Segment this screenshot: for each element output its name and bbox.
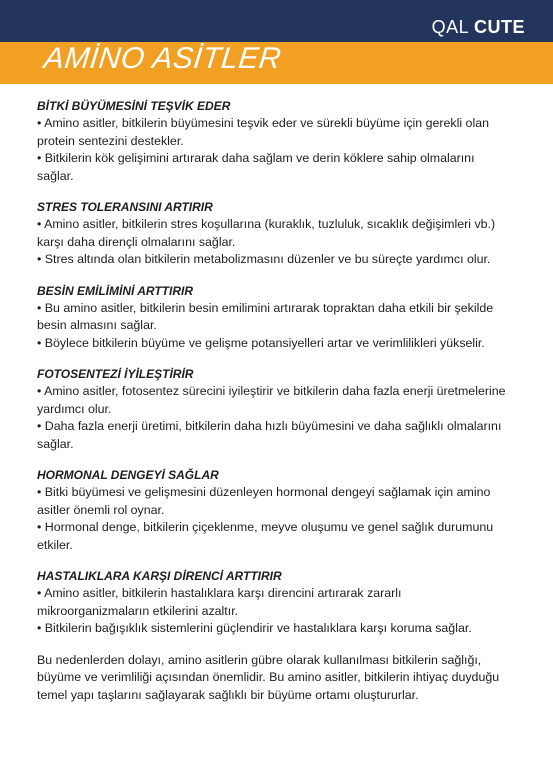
bullet-item: • Bu amino asitler, bitkilerin besin emilimini artırarak topraktan daha etkili bir şekilde besin almasını sağlar. [37, 300, 494, 332]
section-growth [37, 98, 507, 185]
bullet-item: • Bitkilerin bağışıklık sistemlerini güçlendirir ve hastalıklara karşı koruma sağlar. [37, 621, 472, 635]
bullet-item: • Hormonal denge, bitkilerin çiçeklenme, meyve oluşumu ve genel sağlık durumunu etkiler. [37, 520, 494, 552]
section-heading: BİTKİ BÜYÜMESİNİ TEŞVİK EDER [37, 99, 231, 113]
closing-paragraph: Bu nedenlerden dolayı, amino asitlerin gübre olarak kullanılması bitkilerin sağlığı, büyüme ve verimliliği açısından önemlidir. Bu amino asitler, bitkilerin ihtiyaç duyduğu temel yapı taşlarını sağlayarak sağlıklı bir büyüme ortamı oluştururlar. [37, 652, 500, 702]
section-disease [37, 568, 507, 638]
section-heading: STRES TOLERANSINI ARTIRIR [37, 200, 213, 214]
bullet-item: • Daha fazla enerji üretimi, bitkilerin daha hızlı büyümesini ve daha sağlıklı olmalarını sağlar. [37, 419, 502, 451]
section-nutrient [37, 283, 507, 353]
page-title: AMİNO ASİTLER [42, 42, 283, 75]
bullet-item: • Amino asitler, bitkilerin büyümesini teşvik eder ve sürekli büyüme için gerekli olan protein sentezini destekler. [37, 116, 489, 148]
top-header-bar [0, 0, 553, 42]
section-heading: BESİN EMİLİMİNİ ARTTIRIR [37, 283, 193, 298]
bullet-item: • Bitkilerin kök gelişimini artırarak daha sağlam ve derin köklere sahip olmalarını sağlar. [37, 151, 475, 183]
section-heading: FOTOSENTEZİ İYİLEŞTİRİR [37, 367, 194, 381]
section-stress [37, 199, 507, 269]
bullet-item: • Amino asitler, fotosentez sürecini iyileştirir ve bitkilerin daha fazla enerji üretmelerine yardımcı olur. [37, 384, 506, 416]
section-heading: HORMONAL DENGEYİ SAĞLAR [37, 468, 219, 482]
logo-text-light: QAL [431, 17, 469, 37]
brand-logo [432, 16, 525, 38]
section-hormonal [37, 467, 507, 554]
bullet-item: • Amino asitler, bitkilerin stres koşullarına (kuraklık, tuzluluk, sıcaklık değişimleri vb.) karşı daha dirençli olmalarını sağlar. [37, 217, 496, 249]
logo-text-bold: CUTE [474, 17, 525, 37]
bullet-item: • Amino asitler, bitkilerin hastalıklara karşı direncini artırarak zararlı mikroorganizmaların etkilerini azaltır. [37, 586, 402, 618]
main-content [37, 98, 507, 716]
bullet-item: • Böylece bitkilerin büyüme ve gelişme potansiyelleri artar ve verimlilikleri yükselir. [37, 335, 485, 350]
bullet-item: • Bitki büyümesi ve gelişmesini düzenleyen hormonal dengeyi sağlamak için amino asitler önemli rol oynar. [37, 485, 491, 517]
bullet-item: • Stres altında olan bitkilerin metabolizmasını düzenler ve bu süreçte yardımcı olur. [37, 252, 491, 266]
section-photosynthesis [37, 366, 507, 453]
section-heading: HASTALIKLARA KARŞI DİRENCİ ARTTIRIR [37, 569, 282, 583]
